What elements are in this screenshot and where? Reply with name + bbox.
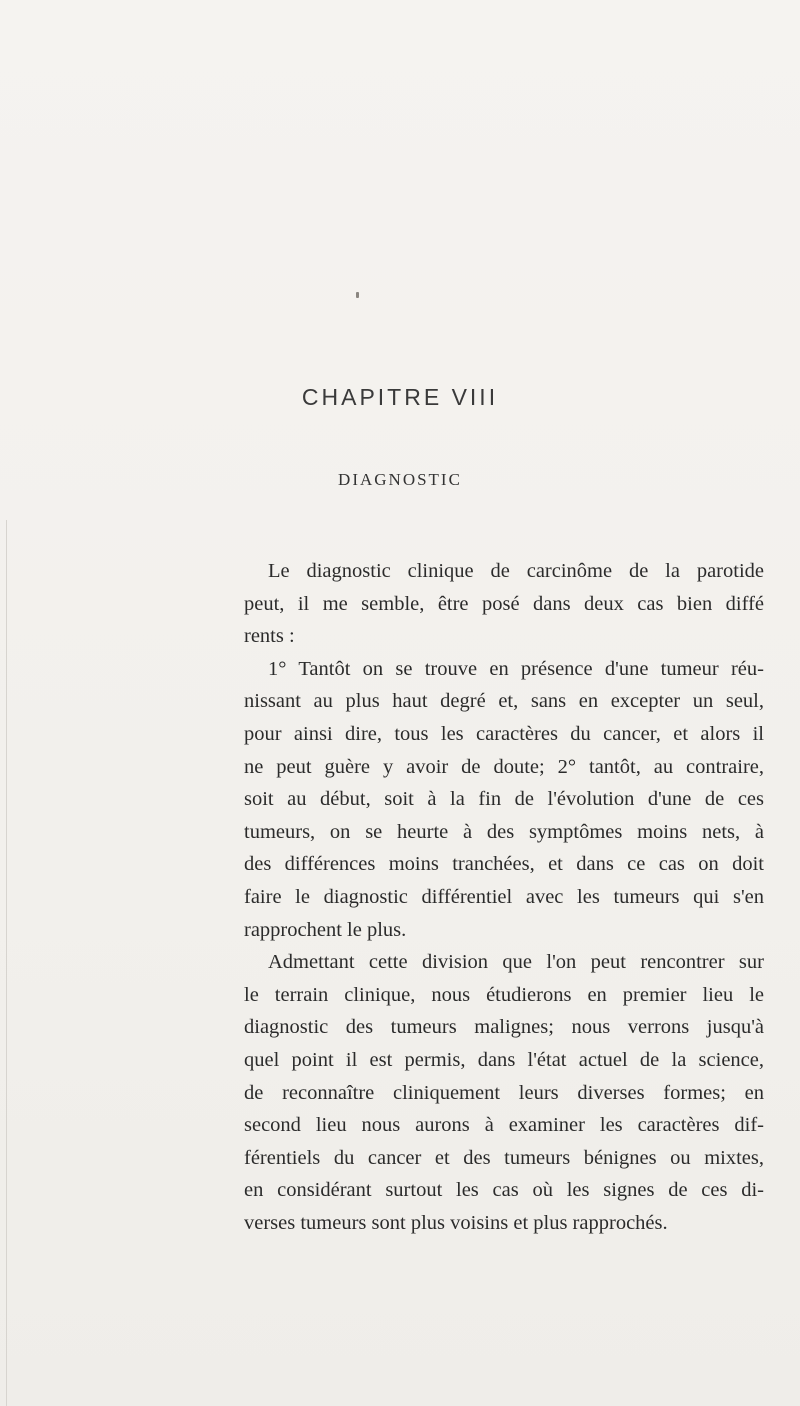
text-line: pour ainsi dire, tous les caractères du cancer, et alors il [244, 722, 764, 745]
section-title: DIAGNOSTIC [338, 470, 462, 489]
text-line: férentiels du cancer et des tumeurs bénignes ou mixtes, [244, 1146, 764, 1169]
text-line: quel point il est permis, dans l'état actuel de la science, [244, 1048, 764, 1071]
text-line: des différences moins tranchées, et dans ce cas on doit [244, 853, 764, 876]
text-line: ne peut guère y avoir de doute; 2° tantôt, au contraire, [244, 755, 764, 778]
scan-speck [356, 292, 359, 298]
text-line: tumeurs, on se heurte à des symptômes moins nets, à [244, 820, 764, 843]
text-line: nissant au plus haut degré et, sans en excepter un seul, [244, 690, 764, 713]
text-line: rents : [244, 625, 295, 648]
text-line: le terrain clinique, nous étudierons en premier lieu le [244, 983, 764, 1006]
text-line: soit au début, soit à la fin de l'évolution d'une de ces [244, 788, 764, 811]
text-line: verses tumeurs sont plus voisins et plus rapprochés. [244, 1211, 668, 1234]
text-line: de reconnaître cliniquement leurs diverses formes; en [244, 1081, 764, 1104]
chapter-title: CHAPITRE VIII [301, 384, 499, 410]
text-line: Admettant cette division que l'on peut rencontrer sur [268, 951, 764, 974]
text-line: peut, il me semble, être posé dans deux cas bien diffé [244, 592, 764, 615]
text-line: faire le diagnostic différentiel avec les tumeurs qui s'en [244, 885, 764, 908]
text-line: 1° Tantôt on se trouve en présence d'une tumeur réu- [268, 657, 764, 680]
page-gutter-line [6, 520, 7, 1406]
text-line: Le diagnostic clinique de carcinôme de la parotide [268, 560, 764, 582]
text-line: second lieu nous aurons à examiner les caractères dif- [244, 1114, 764, 1137]
text-line: en considérant surtout les cas où les signes de ces di- [244, 1179, 764, 1202]
body-text [244, 555, 764, 1239]
text-line: rapprochent le plus. [244, 918, 407, 941]
text-line: diagnostic des tumeurs malignes; nous verrons jusqu'à [244, 1016, 764, 1039]
